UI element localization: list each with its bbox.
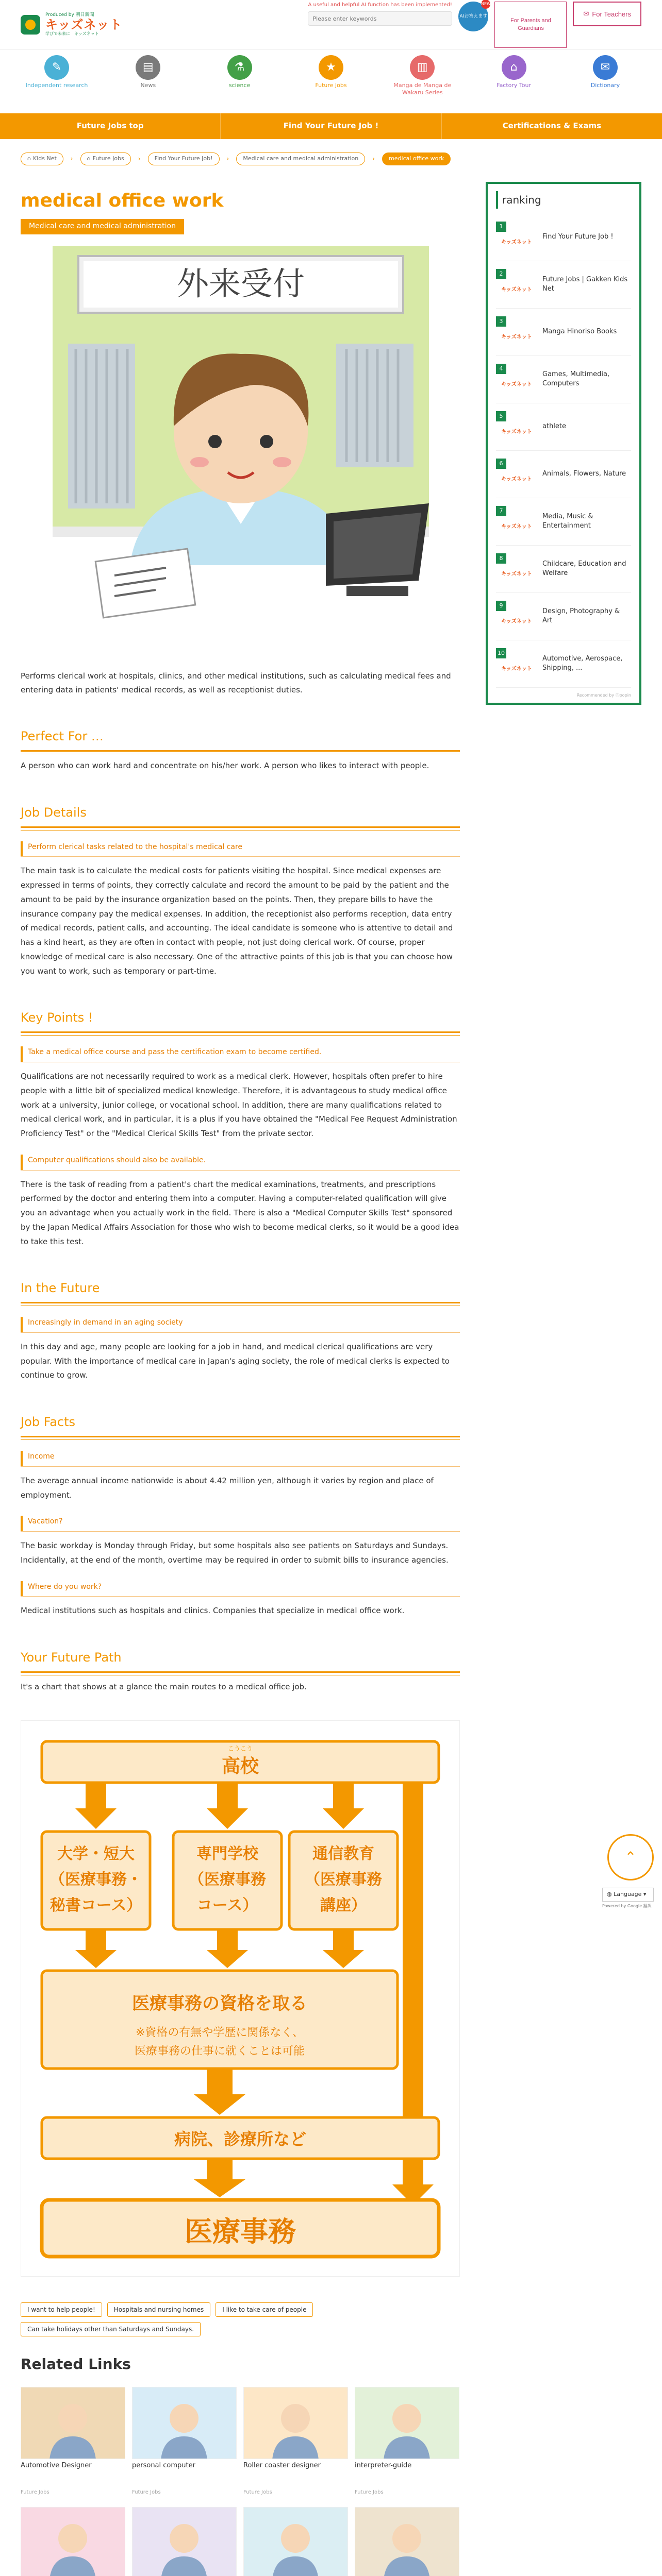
ranking-item[interactable] (496, 498, 631, 546)
star-icon: ★ (319, 55, 343, 80)
branch-3-line-2: （医療事務 (305, 1870, 382, 1889)
ranking-label: Future Jobs | Gakken Kids Net (542, 276, 628, 293)
category-factory[interactable] (478, 55, 550, 110)
section-future: In the Future (21, 1278, 460, 1303)
facts-income-subheading: Income (21, 1451, 460, 1467)
ranking-item[interactable] (496, 261, 631, 309)
key-points-text-2: There is the task of reading from a patient's chart the medical examinations, treatments, and prescriptions performed by the doctor and entering them into a computer. Having a computer-related qualification will give you an advantage when you actually work in the field. There is also a "Medical Computer Skills Test" sponsored by the Japan Medical Affairs Association for those who wish to become medical clerks, so it would be a good idea to take this test. (21, 1179, 459, 1246)
category-newspaper[interactable] (112, 55, 184, 110)
tag-hospitals[interactable]: Hospitals and nursing homes (107, 2302, 210, 2317)
home-icon: ⌂ (87, 155, 91, 162)
related-card[interactable] (243, 2507, 348, 2576)
facts-income-text: The average annual income nationwide is about 4.42 million yen, although it varies by region and place of employment. (21, 1476, 434, 1500)
tag-help-people[interactable]: I want to help people! (21, 2302, 102, 2317)
related-card-image[interactable] (243, 2387, 348, 2459)
ranking-thumbnail-logo: キッズネット (501, 429, 532, 435)
tag-holidays[interactable]: Can take holidays other than Saturdays and Sundays. (21, 2322, 201, 2336)
category-label: science (228, 82, 251, 89)
related-card[interactable] (243, 2387, 348, 2497)
ranking-label: Games, Multimedia, Computers (542, 370, 610, 388)
workplace-label: 病院、診療所など (174, 2129, 307, 2149)
hero-illustration (37, 246, 444, 658)
ranking-number: 3 (496, 316, 506, 327)
related-card[interactable] (132, 2387, 237, 2497)
ai-badge[interactable]: AIお答えます NEW (458, 2, 488, 31)
ranking-item[interactable] (496, 640, 631, 688)
ranking-item[interactable] (496, 214, 631, 261)
category-label: Manga de Manga de Wakaru Series (393, 82, 452, 96)
logo-mark-icon (21, 15, 40, 35)
ranking-thumbnail-logo: キッズネット (501, 477, 532, 483)
ranking-number: 5 (496, 411, 506, 421)
ranking-label: Find Your Future Job ! (542, 233, 614, 241)
section-job-facts: Job Facts (21, 1412, 460, 1437)
ranking-thumbnail-logo: キッズネット (501, 524, 532, 530)
sidebar (486, 179, 641, 2576)
ranking-thumbnail-logo: キッズネット (501, 619, 532, 625)
ranking-label: athlete (542, 422, 567, 431)
related-card-meta: Future Jobs (132, 2489, 161, 2496)
ranking-number: 2 (496, 269, 506, 279)
logo-sub: Produced by 朝日新聞 (45, 12, 94, 18)
nav-future-jobs-top[interactable]: Future Jobs top (0, 113, 221, 139)
pencil-icon: ✎ (44, 55, 69, 80)
related-card-image[interactable] (132, 2507, 237, 2576)
category-flask[interactable] (204, 55, 276, 110)
site-logo[interactable] (21, 13, 134, 36)
branch-3-line-1: 通信教育 (312, 1844, 374, 1863)
qual-sub-1: ※資格の有無や学歴に関係なく、 (136, 2026, 304, 2039)
related-card[interactable] (21, 2507, 125, 2576)
ranking-number: 10 (496, 648, 506, 658)
ranking-number: 8 (496, 553, 506, 564)
category-label: Factory Tour (496, 82, 532, 89)
category-nav (0, 49, 662, 113)
related-card-image[interactable] (355, 2507, 459, 2576)
crumb-home[interactable]: ⌂ Kids Net (21, 152, 63, 165)
ranking-label: Media, Music & Entertainment (542, 513, 593, 530)
ranking-thumbnail-logo: キッズネット (501, 240, 532, 246)
related-card-meta: Future Jobs (21, 2489, 49, 2496)
new-badge: NEW (481, 0, 490, 9)
ranking-item[interactable] (496, 593, 631, 640)
branch-2-line-2: （医療事務 (189, 1870, 266, 1889)
perfect-for-text: A person who can work hard and concentrate on his/her work. A person who likes to interact with people. (21, 761, 429, 771)
ranking-label: Animals, Flowers, Nature (542, 470, 626, 478)
logo-tag: 学びで未来に キッズネット (45, 31, 99, 36)
future-text: In this day and age, many people are looking for a job in hand, and medical clerical qualifications are very popular. With the importance of medical care in Japan's aging society, the role of medical clerks is expected to continue to grow. (21, 1342, 450, 1380)
related-links-title: Related Links (21, 2355, 131, 2373)
ranking-widget (486, 182, 641, 705)
site-header (0, 0, 662, 49)
category-dictionary[interactable] (569, 55, 641, 110)
related-card-title[interactable]: interpreter-guide (355, 2462, 412, 2470)
related-cards (21, 2387, 460, 2576)
diagram-top-label: 高校 (221, 1755, 259, 1777)
chevron-right-icon: › (226, 155, 229, 163)
related-card-meta: Future Jobs (355, 2489, 384, 2496)
ranking-number: 9 (496, 601, 506, 611)
ranking-thumbnail-logo: キッズネット (501, 382, 532, 388)
search-input[interactable] (308, 11, 452, 26)
translate-powered: Powered by Google 翻訳 (602, 1903, 652, 1908)
related-card[interactable] (355, 2387, 459, 2497)
factory-icon: ⌂ (502, 55, 526, 80)
qual-main: 医療事務の資格を取る (132, 1993, 307, 2014)
ai-notice[interactable]: A useful and helpful AI function has been implemented! (308, 2, 452, 8)
related-card-image[interactable] (21, 2387, 125, 2459)
ranking-label: Design, Photography & Art (542, 607, 620, 625)
key-points-subheading-1: Take a medical office course and pass the certification exam to become certified. (21, 1046, 460, 1062)
crumb-category[interactable]: Medical care and medical administration (236, 152, 365, 165)
logo-main: キッズネット (45, 18, 123, 32)
facts-where-subheading: Where do you work? (21, 1581, 460, 1597)
related-card-image[interactable] (132, 2387, 237, 2459)
related-card-image[interactable] (355, 2387, 459, 2459)
category-star[interactable] (295, 55, 367, 110)
dictionary-icon: ✉ (593, 55, 618, 80)
branch-1-line-2: （医療事務・ (49, 1870, 142, 1889)
section-job-details: Job Details (21, 802, 460, 828)
chevron-right-icon: › (138, 155, 141, 163)
ranking-title: ranking (496, 191, 631, 209)
ranking-powered[interactable]: Recommended by Ⓡpopin (576, 692, 631, 698)
category-book[interactable] (386, 55, 458, 110)
related-card[interactable] (132, 2507, 237, 2576)
ranking-label: Childcare, Education and Welfare (542, 560, 626, 578)
flask-icon: ⚗ (227, 55, 252, 80)
category-label: Dictionary (590, 82, 620, 89)
related-card-meta: Future Jobs (243, 2489, 272, 2496)
branch-1-line-3: 秘書コース） (49, 1896, 142, 1914)
chevron-up-icon: ⌃ (624, 1849, 637, 1866)
book-icon: ▥ (410, 55, 435, 80)
related-card-image[interactable] (21, 2507, 125, 2576)
facts-vacation-subheading: Vacation? (21, 1516, 460, 1532)
facts-vacation-text: The basic workday is Monday through Friday, but some hospitals also see patients on Saturdays and Sundays. Incidentally, at the end of the month, overtime may be required in order to submit bills to insurance agencies. (21, 1541, 449, 1565)
career-path-diagram (21, 1720, 460, 2277)
ranking-number: 7 (496, 506, 506, 516)
job-tags (21, 2302, 460, 2337)
page-top-button[interactable] (607, 1834, 654, 1880)
ranking-item[interactable] (496, 451, 631, 498)
job-details-text: The main task is to calculate the medical costs for patients visiting the hospital. Since medical expenses are expressed in terms of points, they correctly calculate and record the amount to be paid by the patient and the amount to be paid by the insurance organization based on the points. Then, they prepare bills to have the insurance company pay the medical expenses. In addition, the receptionist also performs reception, data entry of medical records, patient calls, and accounting. The ideal candidate is someone who is attentive to detail and has a kind heart, as they are often in contact with people, not just doing clerical work. Of course, proper knowledge of medical care is also necessary. One of the attractive points of this job is that you can choose how you want to work, such as temporary or part-time. (21, 866, 453, 976)
key-points-subheading-2: Computer qualifications should also be available. (21, 1155, 460, 1171)
page-title: medical office work (21, 190, 224, 211)
future-subheading: Increasingly in demand in an aging society (21, 1317, 460, 1333)
related-card[interactable] (355, 2507, 459, 2576)
crumb-find-job[interactable]: Find Your Future Job! (148, 152, 220, 165)
teachers-button[interactable]: ✉ For Teachers (573, 2, 641, 26)
future-path-text: It's a chart that shows at a glance the main routes to a medical office job. (21, 1682, 307, 1691)
ranking-thumbnail-logo: キッズネット (501, 287, 532, 293)
chevron-right-icon: › (372, 155, 375, 163)
envelope-icon: ✉ (583, 10, 589, 18)
branch-3-line-3: 講座） (320, 1896, 367, 1914)
breadcrumb (0, 139, 662, 179)
branch-2-line-3: コース） (196, 1896, 258, 1914)
parents-button[interactable]: For Parents and Guardians (494, 2, 567, 48)
qual-sub-2: 医療事務の仕事に就くことは可能 (134, 2044, 305, 2058)
section-perfect-for: Perfect For … (21, 726, 460, 752)
nav-find-job[interactable]: Find Your Future Job ! (221, 113, 441, 139)
floating-widgets (602, 1834, 659, 1909)
related-card-title[interactable]: Roller coaster designer (243, 2462, 321, 2470)
receptionist-illustration (37, 246, 444, 658)
main-content (21, 179, 460, 2576)
newspaper-icon: ▤ (136, 55, 160, 80)
ranking-item[interactable] (496, 356, 631, 403)
section-future-path: Your Future Path (21, 1647, 460, 1673)
category-tag[interactable]: Medical care and medical administration (21, 219, 184, 234)
globe-icon: ◍ (607, 1891, 614, 1897)
category-label: News (140, 82, 156, 89)
section-key-points: Key Points ! (21, 1007, 460, 1033)
facts-where-text: Medical institutions such as hospitals and clinics. Companies that specialize in medical office work. (21, 1606, 405, 1616)
ranking-item[interactable] (496, 403, 631, 451)
key-points-text-1: Qualifications are not necessarily required to work as a medical clerk. However, hospitals often prefer to hire people with a little bit of specialized medical knowledge. Therefore, it is advantageous to study medical office work at a university, junior college, or vocational school. In addition, there are many qualifications related to medical clerical work, and in particular, it is a plus if you have obtained the "Medical Fee Request Administration Proficiency Test" or the "Medical Clerical Skills Test" from the private sector. (21, 1072, 457, 1139)
ranking-thumbnail-logo: キッズネット (501, 334, 532, 341)
goal-label: 医療事務 (185, 2215, 296, 2248)
ranking-number: 6 (496, 459, 506, 469)
job-summary: Performs clerical work at hospitals, clinics, and other medical institutions, such as calculating medical fees and entering data in patients' medical records, as well as receptionist duties. (21, 671, 451, 695)
career-path-chart (21, 1721, 459, 2276)
job-details-subheading: Perform clerical tasks related to the hospital's medical care (21, 841, 460, 857)
crumb-future-jobs[interactable]: ⌂ Future Jobs (80, 152, 131, 165)
tag-take-care[interactable]: I like to take care of people (216, 2302, 313, 2317)
nav-certifications[interactable]: Certifications & Exams (502, 121, 601, 131)
ranking-item[interactable] (496, 546, 631, 593)
ranking-item[interactable] (496, 309, 631, 356)
language-select[interactable]: ◍ Language ▾ (602, 1888, 654, 1902)
ranking-thumbnail-logo: キッズネット (501, 571, 532, 578)
crumb-current: medical office work (382, 152, 451, 165)
branch-1-line-1: 大学・短大 (57, 1844, 135, 1863)
ranking-thumbnail-logo: キッズネット (501, 666, 532, 672)
diagram-top-ruby: こうこう (227, 1744, 253, 1752)
related-card-title[interactable]: personal computer (132, 2462, 195, 2470)
ranking-number: 4 (496, 364, 506, 374)
category-label: Independent research (25, 82, 88, 89)
main-nav (0, 113, 662, 139)
ranking-label: Manga Hinoriso Books (542, 328, 617, 336)
category-label: Future Jobs (315, 82, 347, 89)
chevron-right-icon: › (70, 155, 73, 163)
home-icon: ⌂ (27, 155, 31, 162)
branch-2-line-1: 専門学校 (196, 1844, 258, 1863)
related-card[interactable] (21, 2387, 125, 2497)
ranking-number: 1 (496, 222, 506, 232)
related-card-title[interactable]: Automotive Designer (21, 2462, 92, 2470)
hero-sign-text: 外来受付 (176, 265, 305, 303)
category-pencil[interactable] (21, 55, 93, 110)
ranking-label: Automotive, Aerospace, Shipping, ... (542, 655, 623, 672)
related-card-image[interactable] (243, 2507, 348, 2576)
